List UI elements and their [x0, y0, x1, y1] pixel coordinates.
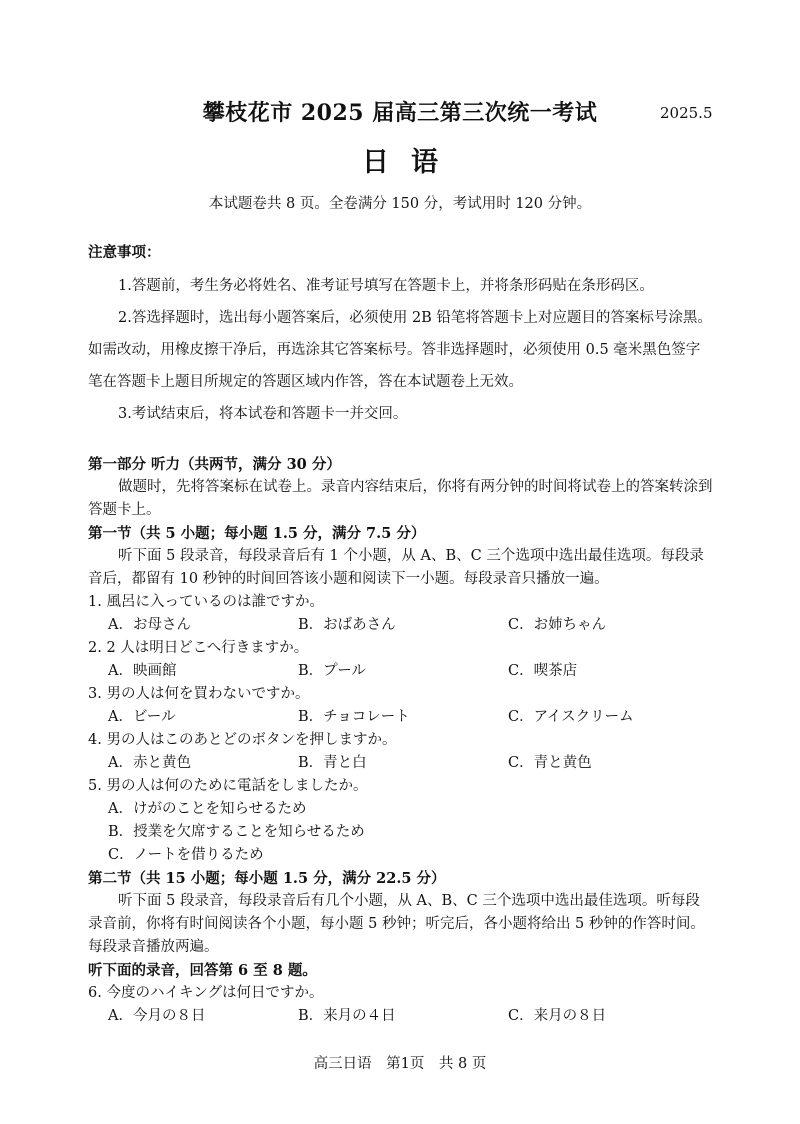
note-item-1: 1.答题前，考生务必将姓名、准考证号填写在答题卡上，并将条形码贴在条形码区。 [118, 278, 654, 294]
q4-option-c: C．青と黄色 [508, 755, 592, 771]
note-item-2: 2.答选择题时，选出每小题答案后，必须使用 2B 铅笔将答题卡上对应题目的答案标号涂黑。如需改动，用橡皮擦干净后，再选涂其它答案标号。答非选择题时，必须使用 0.5 毫米黑色签字笔在答题卡上题目所规定的答题区域内作答，答在本试题卷上无效。 [88, 310, 712, 390]
q3-option-b: B．チョコレート [298, 709, 410, 725]
q3-option-a: A．ビール [108, 709, 176, 725]
question-5: 5. 男の人は何のために電話をしましたか。 [88, 778, 368, 794]
section1-heading: 第一节（共 5 小题；每小题 1.5 分，满分 7.5 分） [88, 525, 426, 542]
section2-instruction: 听下面 5 段录音，每段录音后有几个小题，从 A、B、C 三个选项中选出最佳选项。听每段录音前，你将有时间阅读各个小题，每小题 5 秒钟；听完后，各小题将给出 5 秒钟的作答时间。每段录音播放两遍。 [88, 893, 705, 955]
question-2: 2. 2 人は明日どこへ行きますか。 [88, 640, 309, 656]
q1-option-b: B．おばあさん [298, 617, 396, 633]
page-footer: 高三日语 第1页 共 8 页 [313, 1056, 487, 1072]
q1-option-a: A．お母さん [108, 617, 191, 633]
question-6: 6. 今度のハイキングは何日ですか。 [88, 985, 324, 1001]
section1-instruction: 听下面 5 段录音，每段录音后有 1 个小题，从 A、B、C 三个选项中选出最佳选项。每段录音后，都留有 10 秒钟的时间回答该小题和阅读下一小题。每段录音只播放一遍。 [88, 548, 704, 587]
note-item-3: 3.考试结束后，将本试卷和答题卡一并交回。 [118, 406, 408, 422]
q6-option-a: A．今月の８日 [108, 1008, 206, 1024]
exam-intro: 本试题卷共 8 页。全卷满分 150 分，考试用时 120 分钟。 [208, 196, 592, 212]
group-heading: 听下面的录音，回答第 6 至 8 题。 [88, 962, 317, 979]
q4-option-a: A．赤と黄色 [108, 755, 191, 771]
q6-option-b: B．来月の４日 [298, 1008, 396, 1024]
part1-instruction: 做题时，先将答案标在试卷上。录音内容结束后，你将有两分钟的时间将试卷上的答案转涂到答题卡上。 [88, 479, 713, 518]
q2-option-a: A．映画館 [108, 663, 177, 679]
question-3: 3. 男の人は何を買わないですか。 [88, 686, 310, 702]
q3-option-c: C．アイスクリーム [508, 709, 634, 725]
question-1: 1. 風呂に入っているのは誰ですか。 [88, 594, 324, 610]
q5-option-a: A．けがのことを知らせるため [108, 801, 307, 817]
question-4: 4. 男の人はこのあとどのボタンを押しますか。 [88, 732, 397, 748]
q2-option-b: B．プール [298, 663, 366, 679]
subject-title: 日语 [362, 147, 460, 178]
section2-heading: 第二节（共 15 小题；每小题 1.5 分，满分 22.5 分） [88, 870, 446, 887]
exam-title: 攀枝花市 2025 届高三第三次统一考试 [202, 100, 598, 126]
part1-heading: 第一部分 听力（共两节，满分 30 分） [88, 456, 341, 473]
q5-option-b: B．授業を欠席することを知らせるため [108, 824, 365, 840]
q2-option-c: C．喫茶店 [508, 663, 578, 679]
notes-heading: 注意事项： [88, 244, 161, 261]
q5-option-c: C．ノートを借りるため [108, 847, 264, 863]
q6-option-c: C．来月の８日 [508, 1008, 607, 1024]
exam-date: 2025.5 [660, 104, 713, 122]
q1-option-c: C．お姉ちゃん [508, 617, 607, 633]
q4-option-b: B．青と白 [298, 755, 367, 771]
